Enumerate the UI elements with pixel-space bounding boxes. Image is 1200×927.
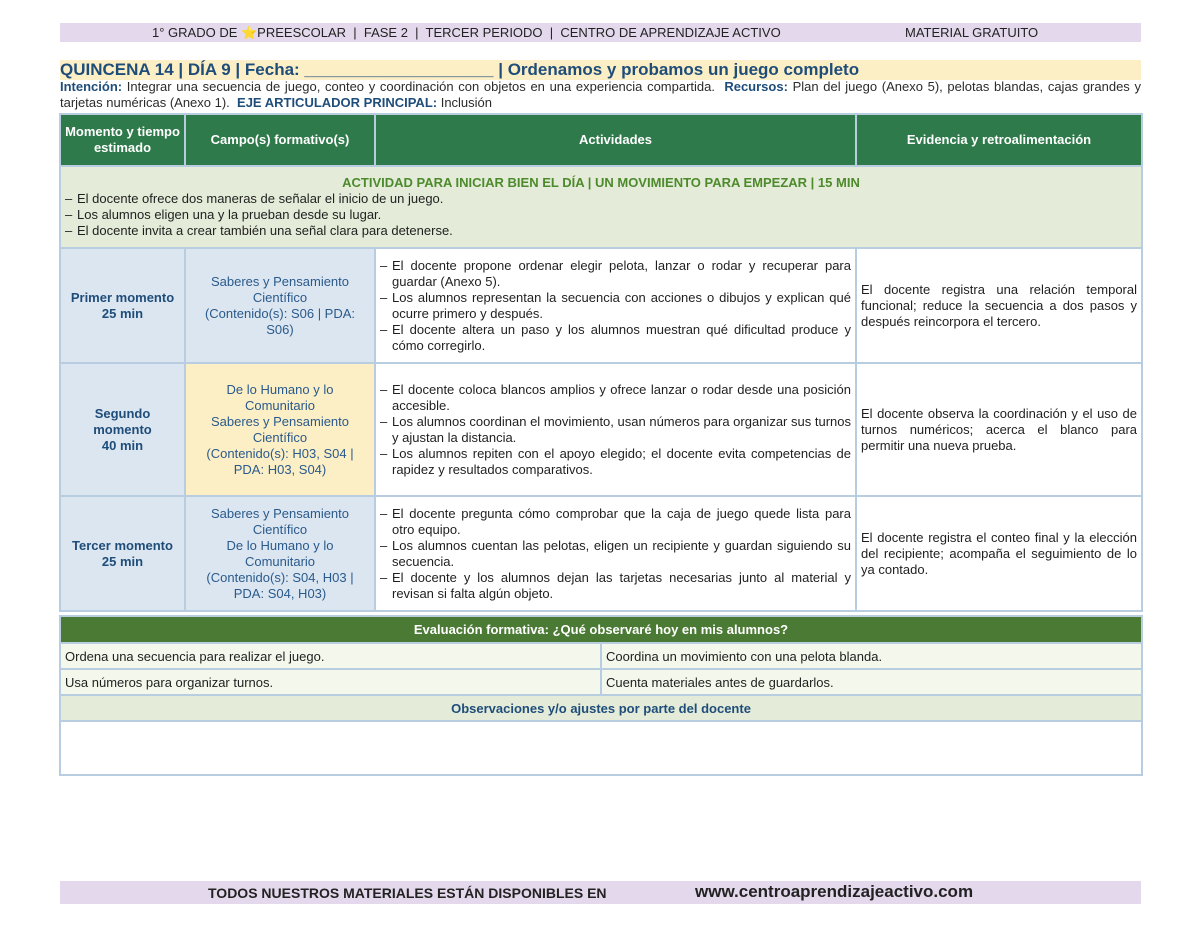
start-activity-row (60, 166, 1142, 248)
table-row (60, 248, 1142, 363)
campo-cell: De lo Humano y lo Comunitario Saberes y Pensamiento Científico (Contenido(s): H03, S04 | PDA: H03, S04) (185, 363, 375, 496)
evaluation-title: Evaluación formativa: ¿Qué observaré hoy en mis alumnos? (60, 616, 1142, 643)
list-item: – Los alumnos cuentan las pelotas, eligen un recipiente y guardan siguiendo su secuencia. (380, 537, 851, 569)
start-activity-title: ACTIVIDAD PARA INICIAR BIEN EL DÍA | UN MOVIMIENTO PARA EMPEZAR | 15 MIN (342, 175, 860, 190)
evaluation-table (59, 615, 1143, 776)
lesson-title: QUINCENA 14 | DÍA 9 | Fecha: ____________________ | Ordenamos y probamos un juego completo (60, 60, 860, 79)
evidence-cell: El docente registra una relación temporal funcional; reduce la secuencia a dos pasos y después reincorpora el tercero. (856, 248, 1142, 363)
table-row (60, 496, 1142, 611)
list-item: – El docente ofrece dos maneras de señalar el inicio de un juego. (65, 191, 444, 206)
evidence-cell: El docente registra el conteo final y la elección del recipiente; acompaña el seguimiento de lo ya contado. (856, 496, 1142, 611)
list-item: – Los alumnos eligen una y la prueban desde su lugar. (65, 207, 382, 222)
list-item: – Los alumnos representan la secuencia con acciones o dibujos y explican qué ocurre primero y después. (380, 289, 851, 321)
evaluation-item: Cuenta materiales antes de guardarlos. (601, 669, 1142, 695)
moment-cell: Tercer momento 25 min (60, 496, 185, 611)
observations-title: Observaciones y/o ajustes por parte del docente (60, 695, 1142, 721)
header-right-text: MATERIAL GRATUITO (905, 25, 1039, 40)
observations-field[interactable] (60, 721, 1142, 775)
list-item: – El docente invita a crear también una señal clara para detenerse. (65, 223, 453, 238)
intention-label: Intención: (60, 79, 123, 94)
header-campo: Campo(s) formativo(s) (185, 114, 375, 166)
lesson-plan-table (59, 113, 1143, 612)
footer-band (60, 881, 1141, 904)
intention-text: Integrar una secuencia de juego, conteo y coordinación con objetos en una experiencia compartida. (122, 79, 715, 94)
list-item: – El docente coloca blancos amplios y ofrece lanzar o rodar desde una posición accesible. (380, 381, 851, 413)
evaluation-item: Usa números para organizar turnos. (60, 669, 601, 695)
evidence-cell: El docente observa la coordinación y el uso de turnos numéricos; acerca el blanco para permitir una nueva prueba. (856, 363, 1142, 496)
activities-cell (375, 248, 856, 363)
footer-website-link[interactable]: www.centroaprendizajeactivo.com (695, 882, 974, 901)
footer-left-text: TODOS NUESTROS MATERIALES ESTÁN DISPONIBLES EN (208, 885, 607, 901)
campo-cell: Saberes y Pensamiento Científico De lo Humano y lo Comunitario (Contenido(s): S04, H03 | PDA: S04, H03) (185, 496, 375, 611)
lesson-title-row (60, 60, 1141, 80)
evaluation-item: Ordena una secuencia para realizar el juego. (60, 643, 601, 669)
axis-text: Inclusión (437, 95, 493, 110)
evaluation-item: Coordina un movimiento con una pelota blanda. (601, 643, 1142, 669)
list-item: – El docente pregunta cómo comprobar que la caja de juego quede lista para otro equipo. (380, 505, 851, 537)
list-item: – Los alumnos coordinan el movimiento, usan números para organizar sus turnos y ajustan la distancia. (380, 413, 851, 445)
campo-cell: Saberes y Pensamiento Científico (Contenido(s): S06 | PDA: S06) (185, 248, 375, 363)
axis-label: EJE ARTICULADOR PRINCIPAL: (237, 95, 438, 110)
list-item: – El docente altera un paso y los alumnos muestran qué dificultad produce y cómo corregirlo. (380, 321, 851, 353)
list-item: – Los alumnos repiten con el apoyo elegido; el docente evita competencias de rapidez y resultados comparativos. (380, 445, 851, 477)
intention-paragraph (60, 79, 1141, 111)
table-header-row (60, 114, 1142, 166)
activities-cell (375, 363, 856, 496)
list-item: – El docente y los alumnos dejan las tarjetas necesarias junto al material y revisan si falta algún objeto. (380, 569, 851, 601)
header-evidencia: Evidencia y retroalimentación (856, 114, 1142, 166)
header-momento: Momento y tiempo estimado (60, 114, 185, 166)
list-item: – El docente propone ordenar elegir pelota, lanzar o rodar y recuperar para guardar (Anexo 5). (380, 257, 851, 289)
header-band (60, 23, 1141, 42)
table-row (60, 363, 1142, 496)
resources-label: Recursos: (724, 79, 788, 94)
header-actividades: Actividades (375, 114, 856, 166)
moment-cell: Segundo momento 40 min (60, 363, 185, 496)
moment-cell: Primer momento 25 min (60, 248, 185, 363)
activities-cell (375, 496, 856, 611)
resources-text: Plan del juego (Anexo 5), pelotas blandas, cajas grandes y tarjetas numéricas (Anexo 1). (60, 79, 1141, 110)
header-left-text: 1° GRADO DE ⭐PREESCOLAR | FASE 2 | TERCER PERIODO | CENTRO DE APRENDIZAJE ACTIVO (152, 25, 781, 40)
start-activity-cell (60, 166, 1142, 248)
